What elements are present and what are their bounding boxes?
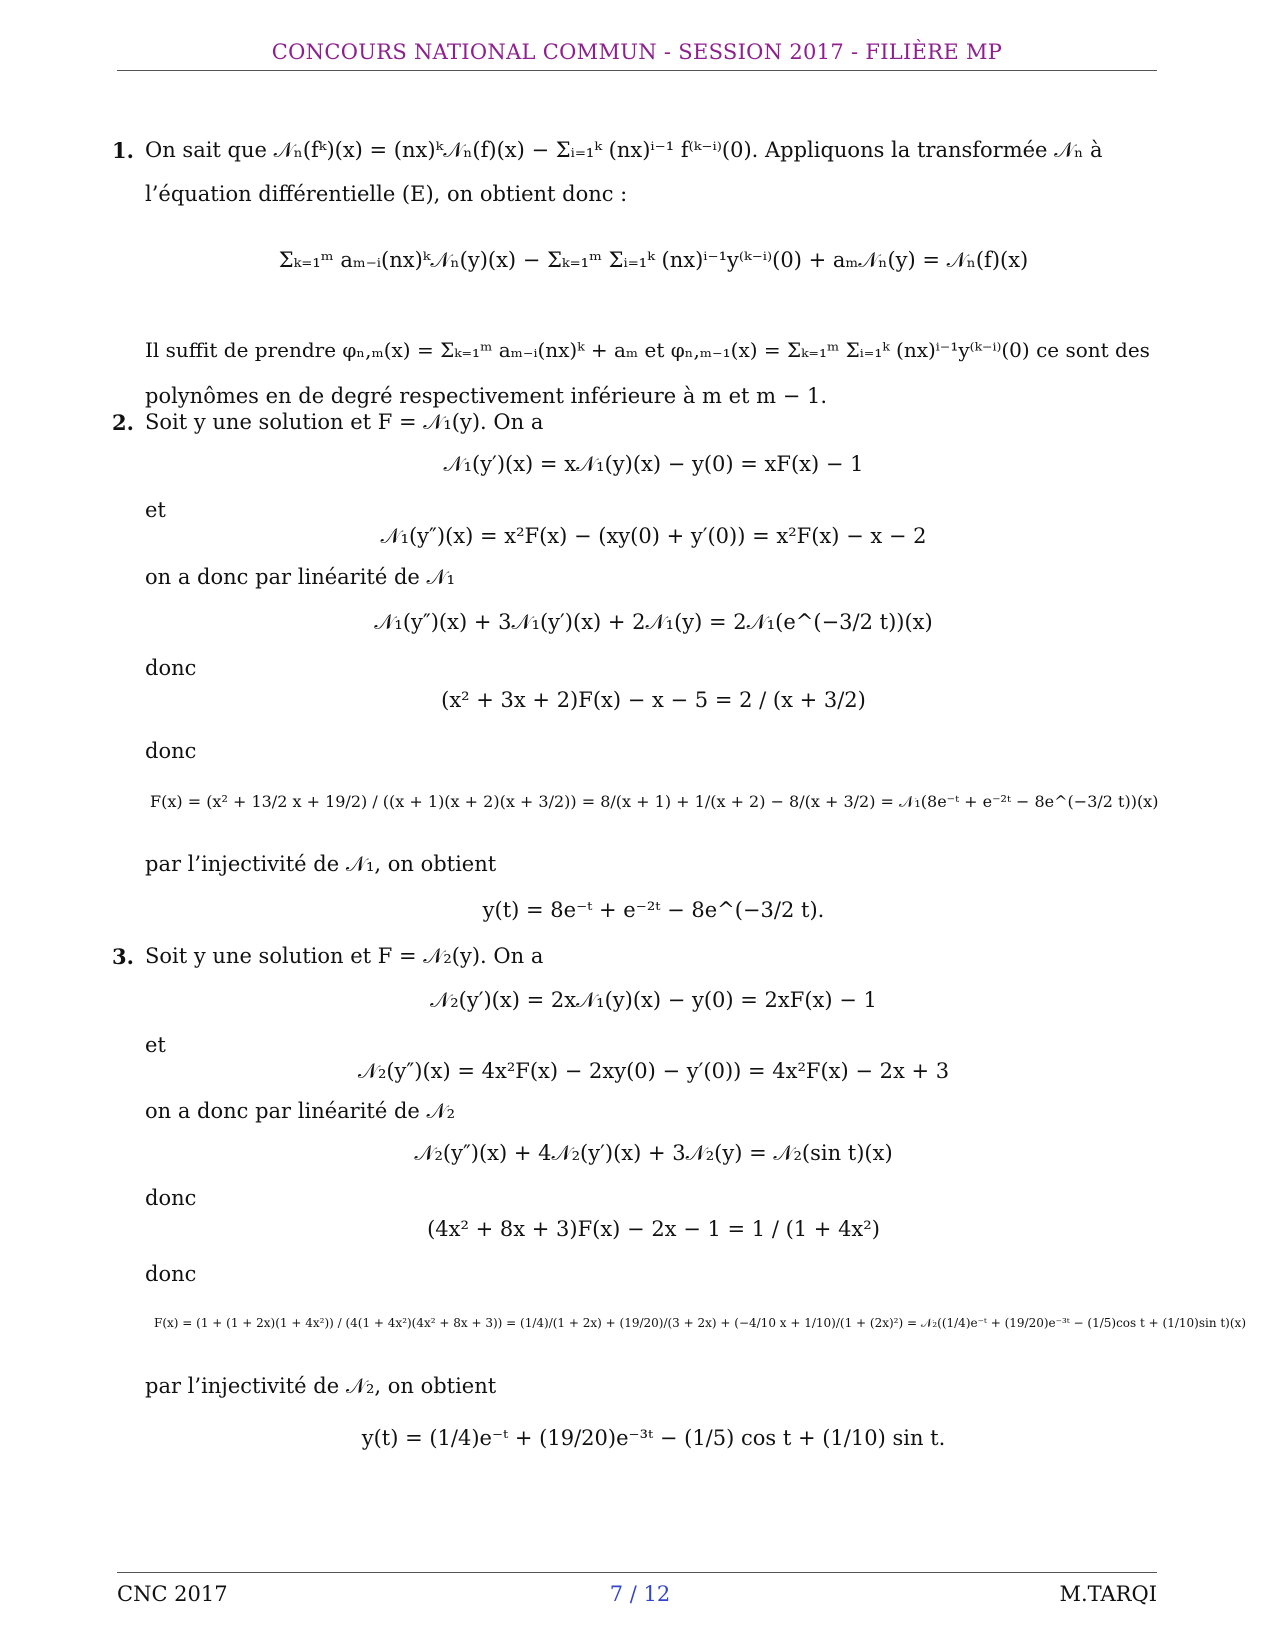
q3-equation-4: (4x² + 8x + 3)F(x) − 2x − 1 = 1 / (1 + 4x²) bbox=[427, 1217, 880, 1241]
q3-injectivity: par l’injectivité de 𝒩₂, on obtient bbox=[145, 1374, 497, 1398]
q3-equation-3: 𝒩₂(y″)(x) + 4𝒩₂(y′)(x) + 3𝒩₂(y) = 𝒩₂(sin t)(x) bbox=[414, 1141, 893, 1165]
q1-statement-line4: polynômes en de degré respectivement inférieure à m et m − 1. bbox=[145, 384, 828, 408]
footer-author: M.TARQI bbox=[1059, 1582, 1157, 1606]
q2-donc-2: donc bbox=[145, 739, 197, 763]
footer-rule bbox=[117, 1572, 1157, 1573]
q3-donc-1: donc bbox=[145, 1186, 197, 1210]
q3-equation-2: 𝒩₂(y″)(x) = 4x²F(x) − 2xy(0) − y′(0)) = 4x²F(x) − 2x + 3 bbox=[357, 1059, 950, 1083]
q2-solution: y(t) = 8e⁻ᵗ + e⁻²ᵗ − 8e^(−3/2 t). bbox=[482, 898, 825, 922]
q3-solution: y(t) = (1/4)e⁻ᵗ + (19/20)e⁻³ᵗ − (1/5) cos t + (1/10) sin t. bbox=[361, 1426, 946, 1450]
q1-statement-line2: l’équation différentielle (E), on obtient donc : bbox=[145, 182, 628, 206]
q3-linearity: on a donc par linéarité de 𝒩₂ bbox=[145, 1099, 456, 1123]
q2-equation-2: 𝒩₁(y″)(x) = x²F(x) − (xy(0) + y′(0)) = x²F(x) − x − 2 bbox=[380, 524, 927, 548]
question-1-number: 1. bbox=[112, 138, 134, 163]
question-3-number: 3. bbox=[112, 944, 134, 969]
q3-intro: Soit y une solution et F = 𝒩₂(y). On a bbox=[145, 944, 544, 968]
question-2-number: 2. bbox=[112, 410, 134, 435]
footer-left: CNC 2017 bbox=[117, 1582, 228, 1606]
q1-statement-line3: Il suffit de prendre φₙ,ₘ(x) = Σₖ₌₁ᵐ aₘ₋ᵢ(nx)ᵏ + aₘ et φₙ,ₘ₋₁(x) = Σₖ₌₁ᵐ Σᵢ₌₁ᵏ (nx)ⁱ⁻¹y⁽ᵏ⁻ⁱ⁾(0) ce sont des bbox=[145, 338, 1150, 362]
q2-equation-5: F(x) = (x² + 13/2 x + 19/2) / ((x + 1)(x + 2)(x + 3/2)) = 8/(x + 1) + 1/(x + 2) − 8/(x + 3/2) = 𝒩₁(8e⁻ᵗ + e⁻²ᵗ − 8e^(−3/2 t))(x) bbox=[150, 792, 1159, 811]
q2-donc-1: donc bbox=[145, 656, 197, 680]
q3-et: et bbox=[145, 1033, 166, 1057]
q1-statement-line1: On sait que 𝒩ₙ(fᵏ)(x) = (nx)ᵏ𝒩ₙ(f)(x) − Σᵢ₌₁ᵏ (nx)ⁱ⁻¹ f⁽ᵏ⁻ⁱ⁾(0). Appliquons la transformée 𝒩ₙ à bbox=[145, 138, 1103, 162]
header-rule bbox=[117, 70, 1157, 71]
page-number[interactable]: 7 / 12 bbox=[609, 1582, 671, 1606]
q1-equation-transformed: Σₖ₌₁ᵐ aₘ₋ᵢ(nx)ᵏ𝒩ₙ(y)(x) − Σₖ₌₁ᵐ Σᵢ₌₁ᵏ (nx)ⁱ⁻¹y⁽ᵏ⁻ⁱ⁾(0) + aₘ𝒩ₙ(y) = 𝒩ₙ(f)(x) bbox=[278, 248, 1029, 272]
q2-injectivity: par l’injectivité de 𝒩₁, on obtient bbox=[145, 852, 497, 876]
q3-equation-1: 𝒩₂(y′)(x) = 2x𝒩₁(y)(x) − y(0) = 2xF(x) − 1 bbox=[430, 988, 877, 1012]
q3-donc-2: donc bbox=[145, 1262, 197, 1286]
q2-equation-1: 𝒩₁(y′)(x) = x𝒩₁(y)(x) − y(0) = xF(x) − 1 bbox=[443, 452, 864, 476]
q3-equation-5: F(x) = (1 + (1 + 2x)(1 + 4x²)) / (4(1 + 4x²)(4x² + 8x + 3)) = (1/4)/(1 + 2x) + (19/20)/(3 + 2x) + (−4/10 x + 1/10)/(1 + (2x)²) = 𝒩₂((1/4)e⁻ᵗ + (19/20)e⁻³ᵗ − (1/5)cos t + (1/10)sin t)(x) bbox=[154, 1316, 1246, 1330]
q2-et: et bbox=[145, 498, 166, 522]
q2-linearity: on a donc par linéarité de 𝒩₁ bbox=[145, 565, 456, 589]
q2-equation-4: (x² + 3x + 2)F(x) − x − 5 = 2 / (x + 3/2) bbox=[441, 688, 866, 712]
page-header: CONCOURS NATIONAL COMMUN - SESSION 2017 - FILIÈRE MP bbox=[271, 40, 1003, 64]
q2-equation-3: 𝒩₁(y″)(x) + 3𝒩₁(y′)(x) + 2𝒩₁(y) = 2𝒩₁(e^(−3/2 t))(x) bbox=[374, 610, 933, 634]
q2-intro: Soit y une solution et F = 𝒩₁(y). On a bbox=[145, 410, 544, 434]
